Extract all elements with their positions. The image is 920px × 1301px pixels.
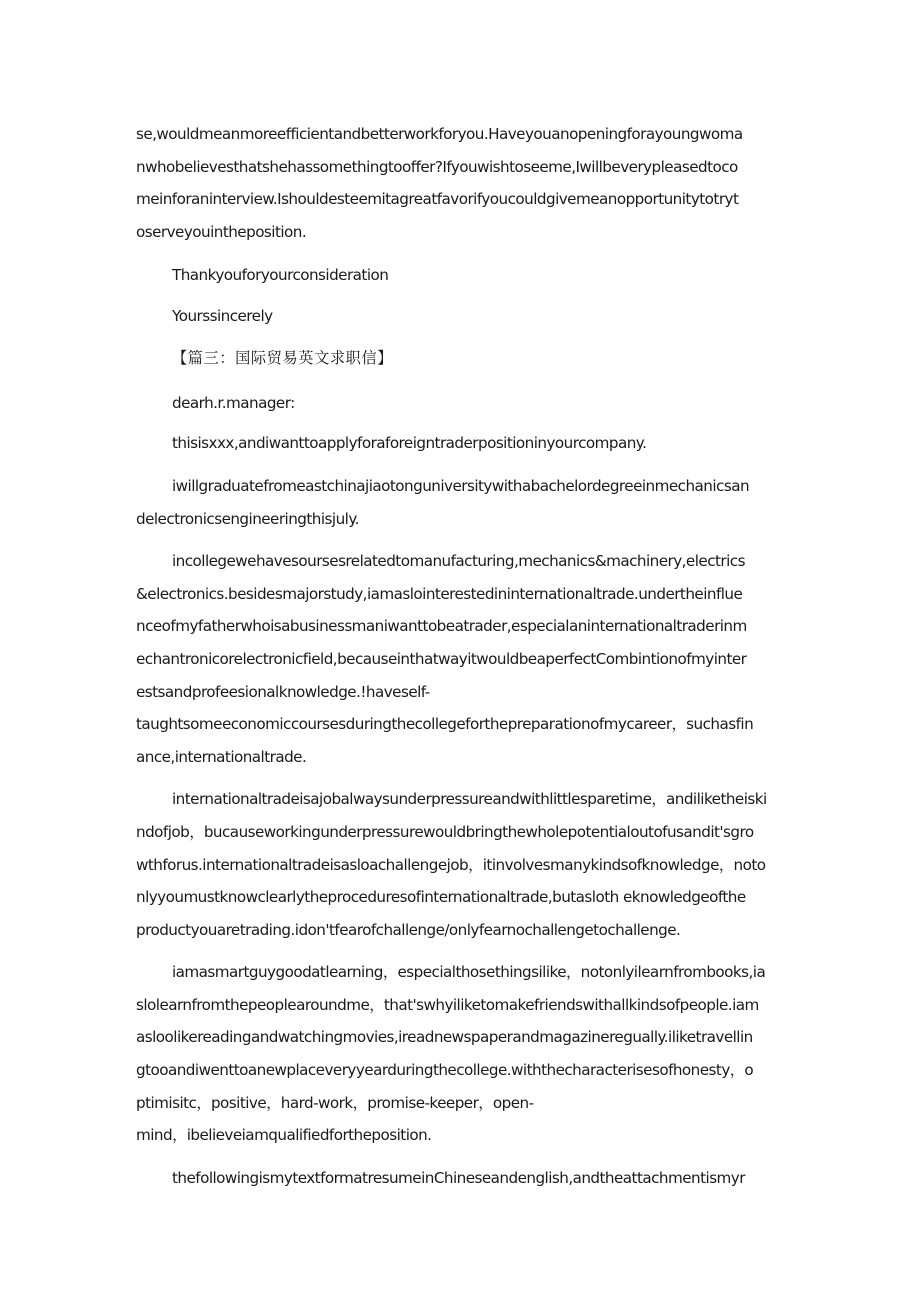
text-line: se,wouldmeanmoreefficientandbetterworkforyou.Haveyouanopeningforayoungwoma xyxy=(136,125,743,143)
document-page xyxy=(136,118,776,1194)
text-line: estsandprofeesionalknowledge.!haveself- xyxy=(136,682,430,701)
text-line: wthforus.internationaltradeisasloachallengejob，itinvolvesmanykindsofknowledge，noto xyxy=(136,855,766,874)
letter-paragraph xyxy=(136,545,776,773)
text-line: iwillgraduatefromeastchinajiaotonguniversitywithabachelordegreeinmechanicsan xyxy=(172,476,750,495)
text-line: asloolikereadingandwatchingmovies,ireadnewspaperandmagazineregually.iliketravellin xyxy=(136,1028,753,1047)
letter-paragraph xyxy=(136,427,776,460)
text-line: nlyyoumustknowclearlytheproceduresofinternationaltrade,butasloth eknowledgeofthe xyxy=(136,888,746,907)
text-line: delectronicsengineeringthisjuly. xyxy=(136,509,359,528)
text-line: gtooandiwenttoanewplaceveryyearduringthecollege.withthecharacterisesofhonesty，o xyxy=(136,1061,754,1080)
letter-paragraph xyxy=(136,470,776,535)
section-title: 【篇三：国际贸易英文求职信】 xyxy=(172,349,394,368)
text-line: &electronics.besidesmajorstudy,iamaslointerestedininternationaltrade.undertheinflue xyxy=(136,584,743,603)
text-line: meinforaninterview.Ishouldesteemitagreatfavorifyoucouldgivemeanopportunitytotryt xyxy=(136,190,739,209)
text-line: nceofmyfatherwhoisabusinessmaniwanttobeatrader,especialaninternationaltraderinm xyxy=(136,617,747,636)
letter-paragraph xyxy=(136,1162,776,1195)
text-line: incollegewehavesoursesrelatedtomanufacturing,mechanics&machinery,electrics xyxy=(172,552,745,571)
closing-thanks: Thankyouforyourconsideration xyxy=(172,266,389,285)
text-line: mind，ibelieveiamqualifiedfortheposition. xyxy=(136,1126,432,1145)
text-line: productyouaretrading.idon'tfearofchallenge/onlyfearnochallengetochallenge. xyxy=(136,920,681,939)
intro-paragraph xyxy=(136,118,776,248)
text-line: slolearnfromthepeoplearoundme，that'swhyiliketomakefriendswithallkindsofpeople.iam xyxy=(136,995,759,1014)
text-line: ptimisitc，positive，hard-work，promise-keeper，open- xyxy=(136,1093,534,1112)
letter-salutation: dearh.r.manager: xyxy=(172,394,295,413)
text-line: echantronicorelectronicfield,becauseinthatwayitwouldbeaperfectCombintionofmyinter xyxy=(136,649,747,668)
text-line: thefollowingismytextformatresumeinChineseandenglish,andtheattachmentismyr xyxy=(172,1168,745,1187)
text-line: ndofjob，bucauseworkingunderpressurewouldbringthewholepotentialoutofusandit'sgro xyxy=(136,822,754,841)
text-line: taughtsomeeconomiccoursesduringthecollegeforthepreparationofmycareer，suchasfin xyxy=(136,715,754,734)
text-line: thisisxxx,andiwanttoapplyforaforeigntraderpositioninyourcompany. xyxy=(172,434,647,453)
closing-signoff: Yourssincerely xyxy=(172,307,273,326)
letter-paragraph xyxy=(136,783,776,946)
text-line: iamasmartguygoodatlearning，especialthosethingsilike，notonlyilearnfrombooks,ia xyxy=(172,963,766,982)
text-line: internationaltradeisajobalwaysunderpressureandwithlittlesparetime，andiliketheiski xyxy=(172,790,767,809)
letter-paragraph xyxy=(136,956,776,1152)
text-line: ance,internationaltrade. xyxy=(136,747,307,766)
text-line: oserveyouintheposition. xyxy=(136,222,307,241)
text-line: nwhobelievesthatshehassomethingtooffer?Ifyouwishtoseeme,Iwillbeverypleasedtoco xyxy=(136,157,738,176)
